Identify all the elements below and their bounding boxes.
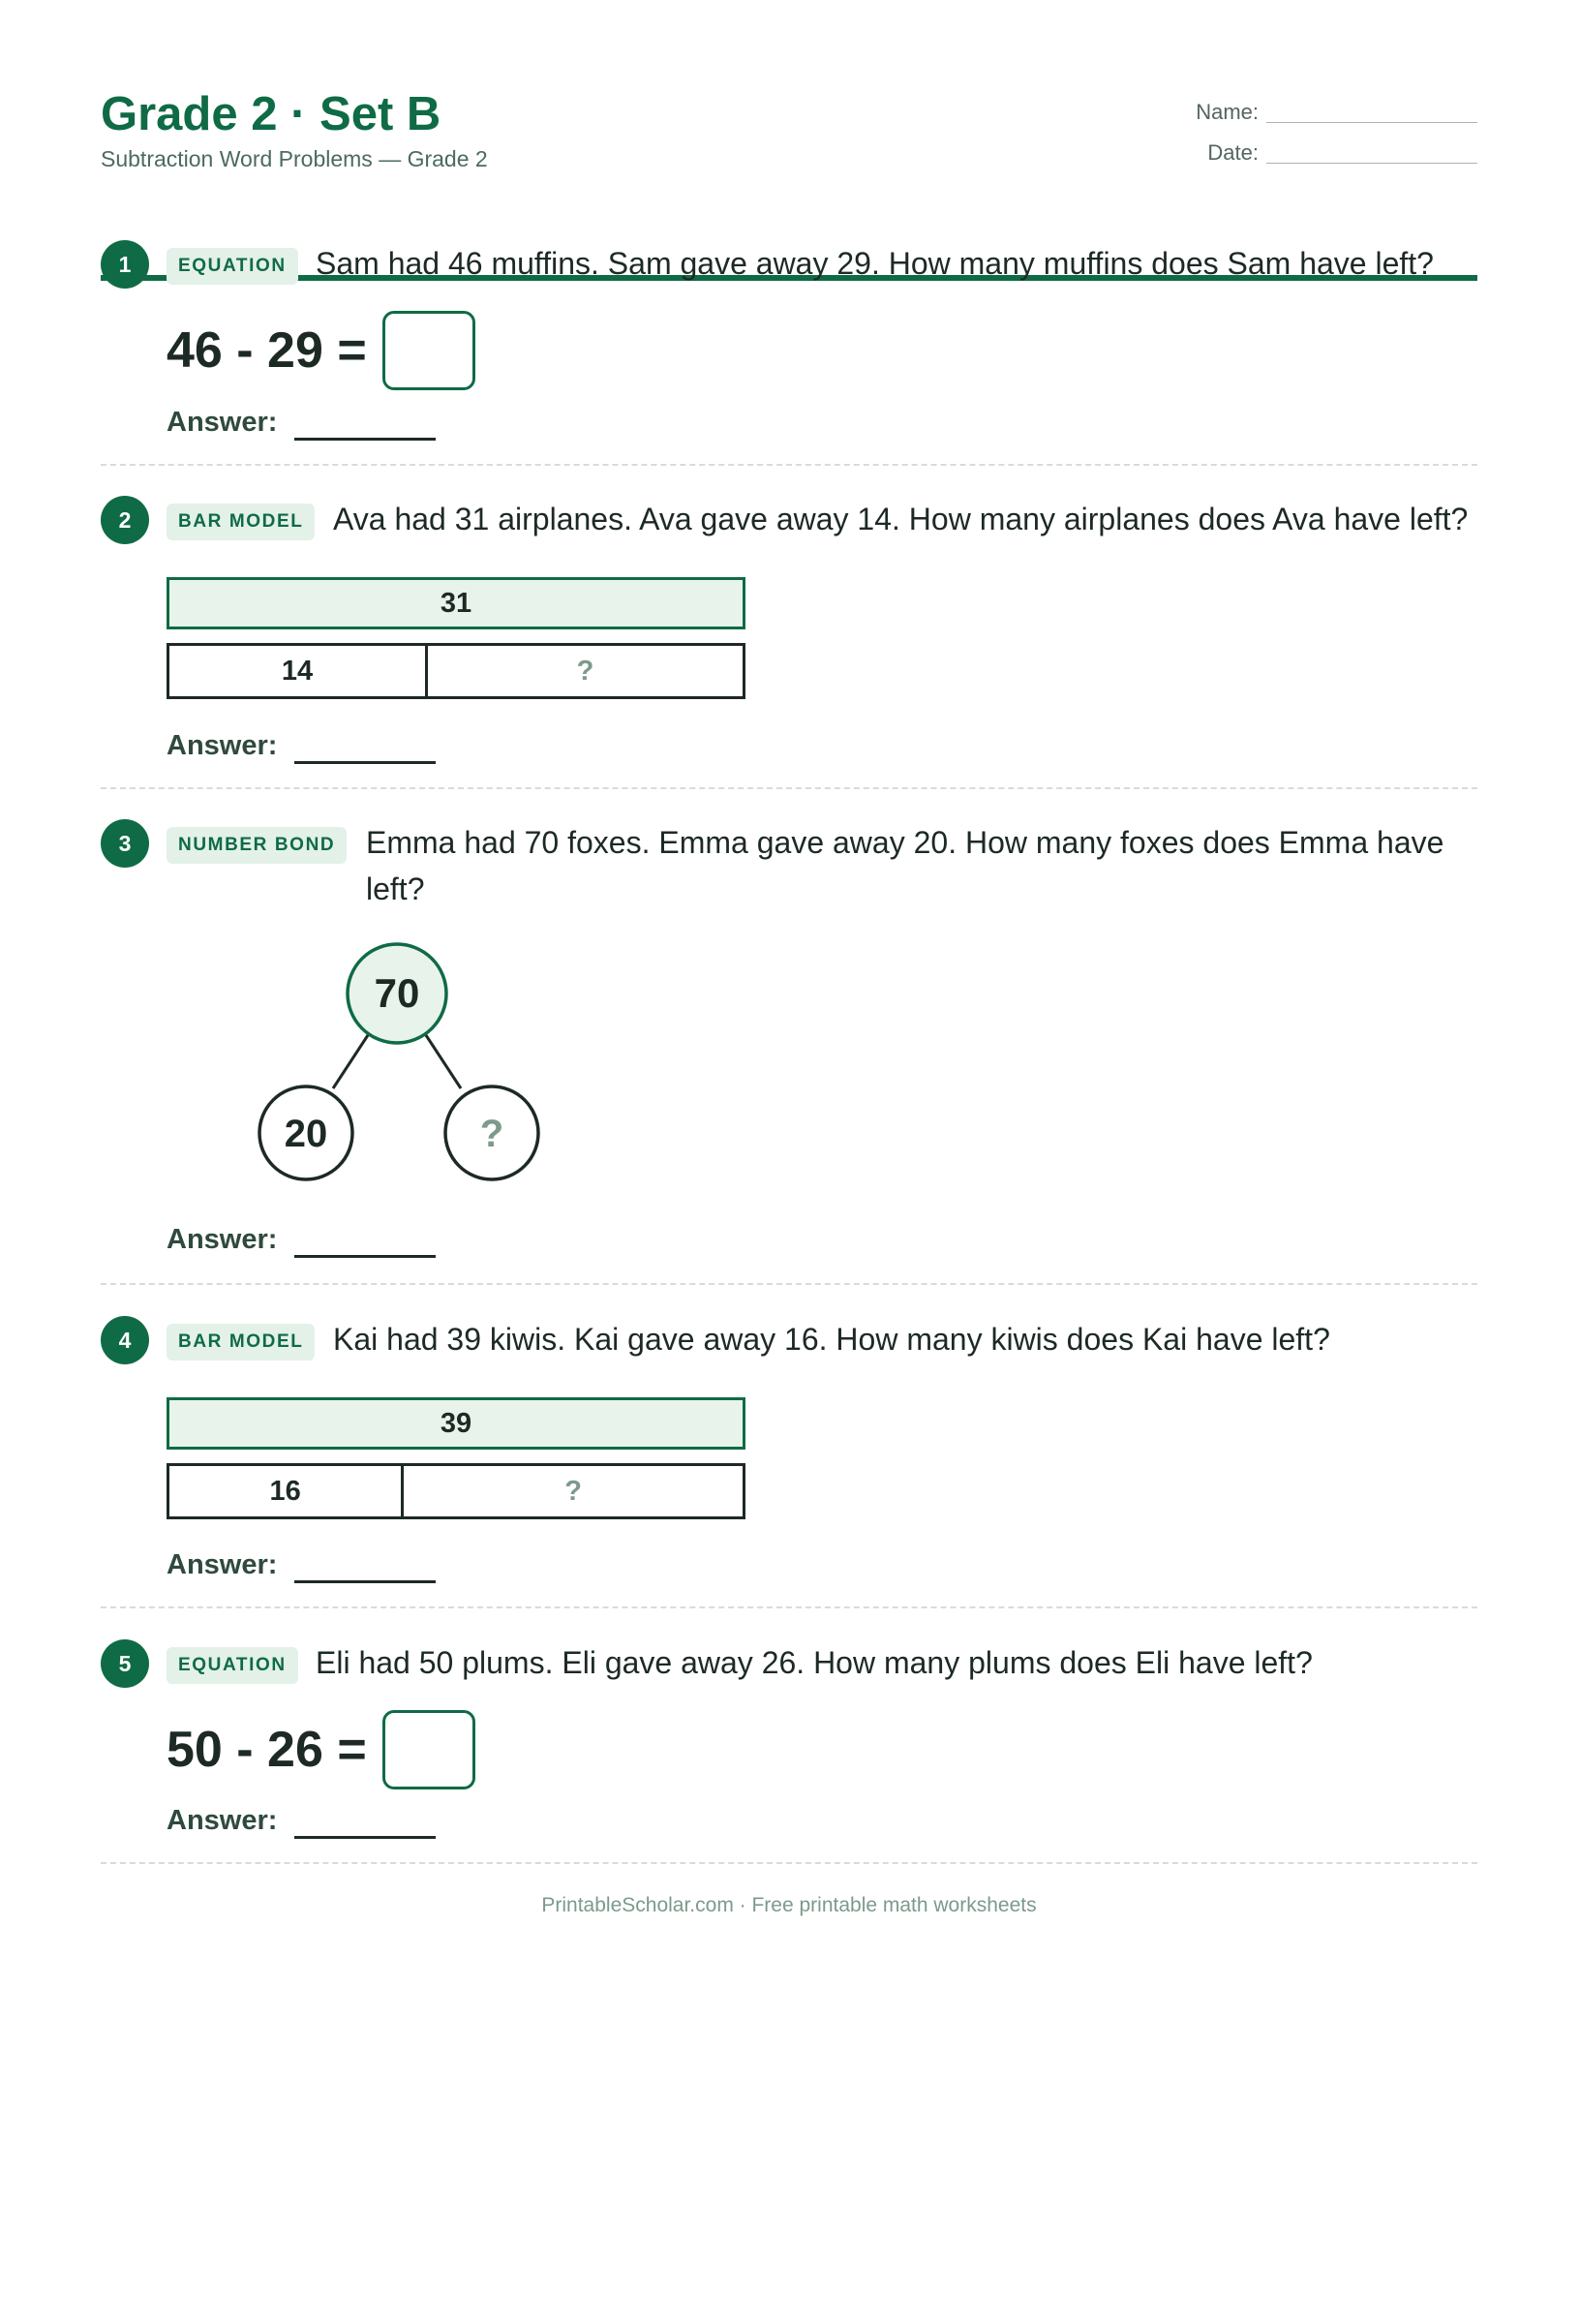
problem-type-tag: EQUATION bbox=[167, 248, 298, 285]
answer-label: Answer: bbox=[167, 1805, 278, 1836]
date-field[interactable] bbox=[1168, 138, 1477, 168]
bar-parts bbox=[167, 643, 745, 699]
answer-box[interactable] bbox=[382, 311, 475, 390]
problem-type-tag: EQUATION bbox=[167, 1647, 298, 1684]
answer-line[interactable] bbox=[294, 1580, 436, 1583]
equation-text: 46 - 29 = bbox=[167, 322, 367, 379]
answer-label: Answer: bbox=[167, 730, 278, 761]
problem-number-badge: 4 bbox=[101, 1316, 149, 1364]
problem-text: Sam had 46 muffins. Sam gave away 29. How many muffins does Sam have left? bbox=[316, 246, 1434, 281]
problem-type-tag: BAR MODEL bbox=[167, 1324, 315, 1361]
problem-text: Emma had 70 foxes. Emma gave away 20. How many foxes does Emma have left? bbox=[366, 825, 1444, 906]
problem-number-badge: 3 bbox=[101, 819, 149, 868]
name-field[interactable] bbox=[1168, 97, 1477, 128]
equation bbox=[167, 1711, 475, 1789]
answer-line[interactable] bbox=[294, 761, 436, 764]
bar-parts bbox=[167, 1463, 745, 1519]
bond-connector-left bbox=[333, 1032, 370, 1088]
problem-text: Ava had 31 airplanes. Ava gave away 14. How many airplanes does Ava have left? bbox=[333, 502, 1469, 536]
problem-divider bbox=[101, 1606, 1477, 1608]
bar-whole: 39 bbox=[167, 1397, 745, 1450]
bar-part-known: 14 bbox=[167, 643, 428, 699]
footer-credit: PrintableScholar.com · Free printable math worksheets bbox=[541, 1894, 1037, 1916]
bond-part-value: 20 bbox=[284, 1113, 328, 1155]
bond-connector-right bbox=[424, 1032, 461, 1088]
problem-divider bbox=[101, 1283, 1477, 1285]
problem-type-tag: NUMBER BOND bbox=[167, 827, 347, 864]
problem-number-badge: 2 bbox=[101, 496, 149, 544]
equation bbox=[167, 312, 475, 389]
answer-label: Answer: bbox=[167, 1549, 278, 1580]
date-label: Date: bbox=[1207, 140, 1259, 165]
bar-whole: 31 bbox=[167, 577, 745, 629]
problem-divider bbox=[101, 1862, 1477, 1864]
name-line bbox=[1266, 122, 1477, 123]
answer-line[interactable] bbox=[294, 1255, 436, 1258]
problem-number-badge: 5 bbox=[101, 1639, 149, 1688]
worksheet-header bbox=[101, 83, 1477, 198]
problem-number-badge: 1 bbox=[101, 240, 149, 289]
problem-text: Eli had 50 plums. Eli gave away 26. How many plums does Eli have left? bbox=[316, 1645, 1313, 1680]
number-bond-diagram bbox=[101, 939, 682, 1191]
answer-label: Answer: bbox=[167, 407, 278, 438]
bar-part-unknown: ? bbox=[404, 1463, 745, 1519]
answer-line[interactable] bbox=[294, 438, 436, 441]
page-subtitle: Subtraction Word Problems — Grade 2 bbox=[101, 146, 488, 171]
answer-label: Answer: bbox=[167, 1224, 278, 1255]
bond-whole-value: 70 bbox=[374, 970, 420, 1016]
problem-divider bbox=[101, 787, 1477, 789]
problem-text: Kai had 39 kiwis. Kai gave away 16. How many kiwis does Kai have left? bbox=[333, 1322, 1330, 1357]
bar-part-known: 16 bbox=[167, 1463, 404, 1519]
equation-text: 50 - 26 = bbox=[167, 1722, 367, 1778]
name-label: Name: bbox=[1196, 100, 1259, 124]
page-title: Grade 2 · Set B bbox=[101, 88, 441, 140]
problem-type-tag: BAR MODEL bbox=[167, 504, 315, 540]
answer-box[interactable] bbox=[382, 1710, 475, 1789]
date-line bbox=[1266, 163, 1477, 164]
bar-part-unknown: ? bbox=[428, 643, 745, 699]
number-bond bbox=[101, 939, 682, 1191]
bond-unknown-value: ? bbox=[479, 1113, 504, 1155]
answer-line[interactable] bbox=[294, 1836, 436, 1839]
problem-divider bbox=[101, 464, 1477, 466]
